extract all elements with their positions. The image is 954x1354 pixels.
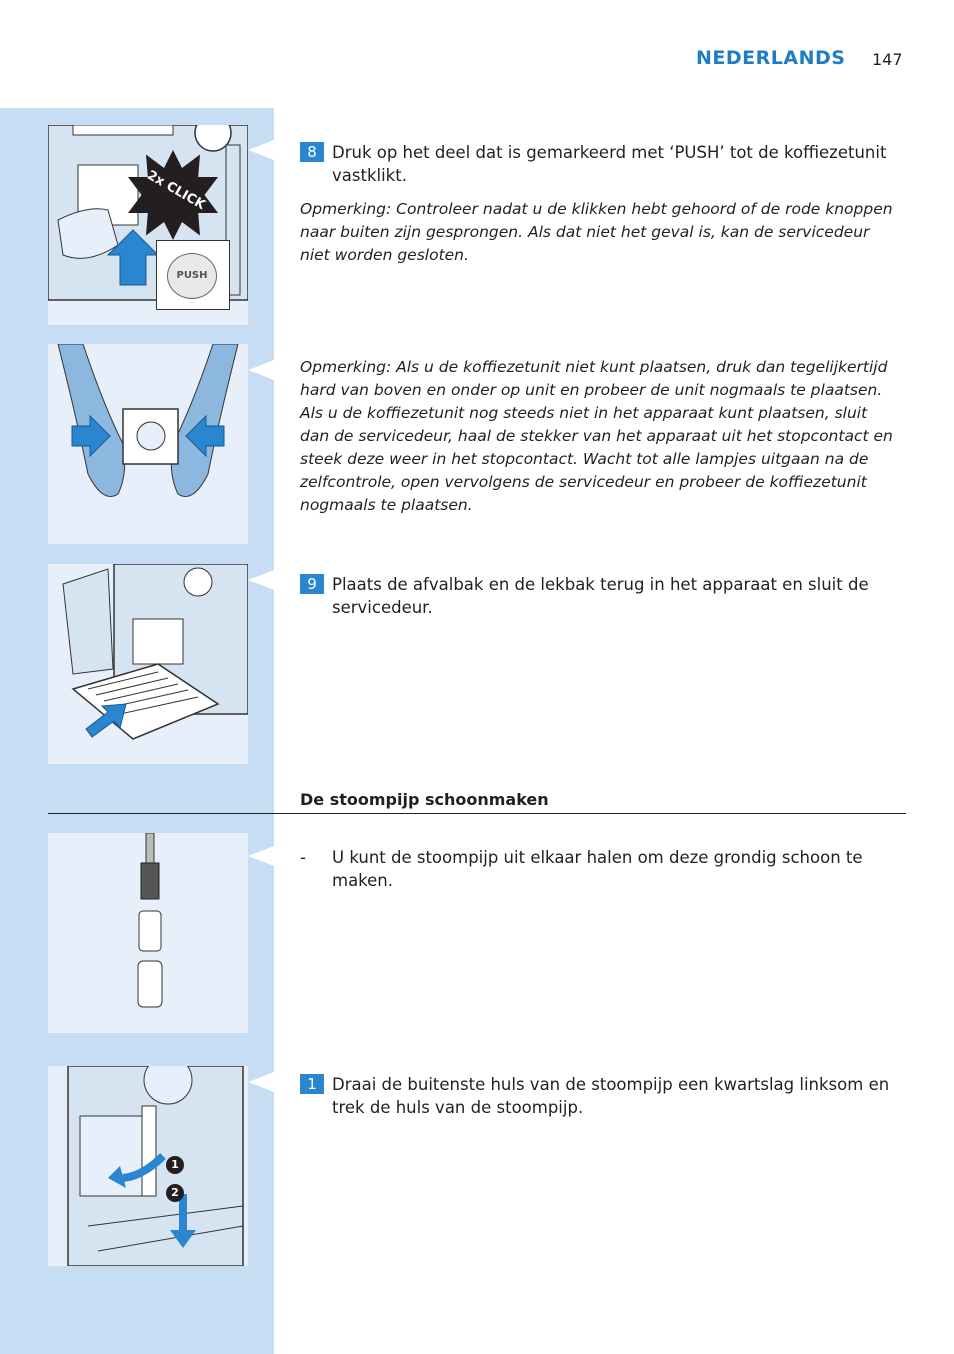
step-text: Draai de buitenste huls van de stoompijp een kwartslag linksom en trek de huls van de stoompijp. <box>332 1075 890 1117</box>
panel-pointer <box>248 360 274 380</box>
step-text: Plaats de afvalbak en de lekbak terug in het apparaat en sluit de servicedeur. <box>332 575 869 617</box>
step-text: Druk op het deel dat is gemarkeerd met ‘PUSH’ tot de koffiezetunit vastklikt. <box>332 143 887 185</box>
step-marker-1: 1 <box>166 1156 184 1174</box>
page-number: 147 <box>872 50 903 69</box>
figure-hands-press <box>48 344 248 544</box>
panel-pointer <box>248 570 274 590</box>
bullet-dash: - <box>300 848 306 867</box>
step-8 <box>300 141 900 187</box>
step-number: 8 <box>300 142 324 162</box>
click-badge-label: 2x CLICK <box>144 167 208 214</box>
note-clicks: Opmerking: Controleer nadat u de klikken hebt gehoord of de rode knoppen naar buiten zijn gesprongen. Als dat niet het geval is, kan de servicedeur niet worden gesloten. <box>300 200 893 264</box>
step-number: 1 <box>300 1074 324 1094</box>
step-9 <box>300 573 900 619</box>
figure-push-unit <box>48 125 248 325</box>
section-divider <box>48 813 906 814</box>
push-badge-label: PUSH <box>167 253 217 299</box>
step-number: 9 <box>300 574 324 594</box>
section-heading: De stoompijp schoonmaken <box>300 790 549 809</box>
panel-pointer <box>248 1072 274 1092</box>
language-heading: NEDERLANDS <box>696 47 846 69</box>
push-badge <box>156 240 230 310</box>
bullet-text: U kunt de stoompijp uit elkaar halen om deze grondig schoon te maken. <box>332 848 863 890</box>
panel-pointer <box>248 846 274 866</box>
figure-rotate-sleeve <box>48 1066 248 1266</box>
note-reinsert: Opmerking: Als u de koffiezetunit niet kunt plaatsen, druk dan tegelijkertijd hard van boven en onder op unit en probeer de unit nogmaals te plaatsen. Als u de koffiezetunit nog steeds niet in het apparaat kunt plaatsen, sluit dan de servicedeur, haal de stekker van het apparaat uit het stopcontact en steek deze weer in het stopcontact. Wacht tot alle lampjes uitgaan na de zelfcontrole, open vervolgens de servicedeur en probeer de koffiezetunit nogmaals te plaatsen. <box>300 358 893 514</box>
step-1 <box>300 1073 900 1119</box>
panel-pointer <box>248 140 274 160</box>
figure-drip-tray <box>48 564 248 764</box>
figure-steam-pipe-parts <box>48 833 248 1033</box>
step-marker-2: 2 <box>166 1184 184 1202</box>
bullet-item <box>300 846 900 892</box>
